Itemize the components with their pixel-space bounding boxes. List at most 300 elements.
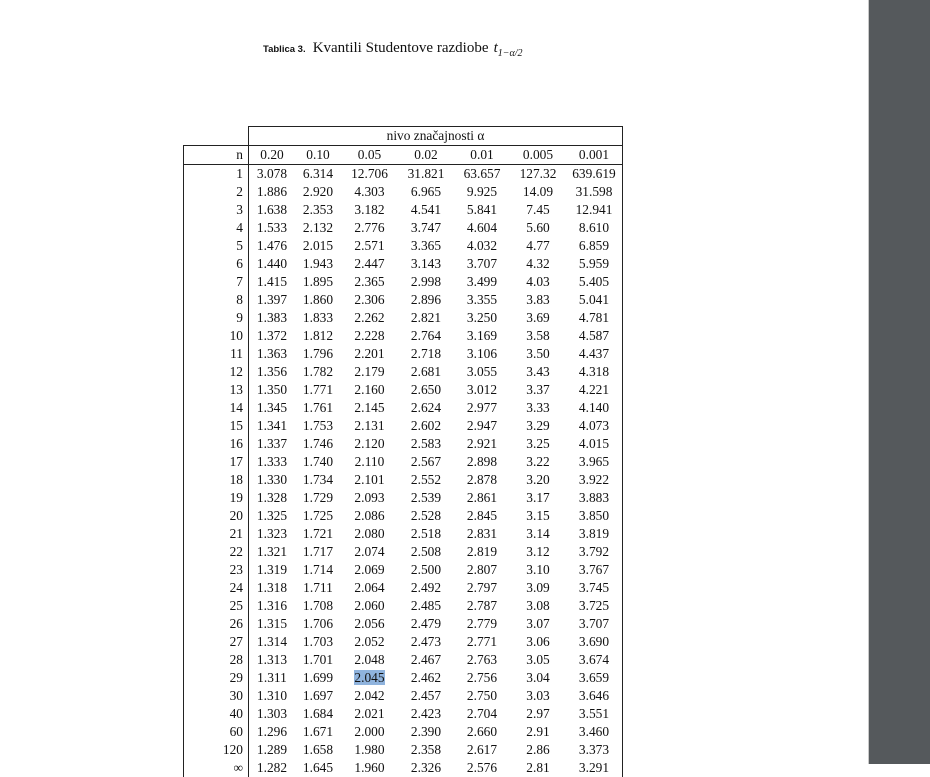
value-cell[interactable] xyxy=(454,561,510,579)
value-cell[interactable] xyxy=(510,543,566,561)
value-cell[interactable] xyxy=(566,543,623,561)
value-cell[interactable] xyxy=(454,525,510,543)
value-cell[interactable] xyxy=(295,669,341,687)
value-cell[interactable] xyxy=(510,471,566,489)
value-cell[interactable] xyxy=(341,705,398,723)
value-cell[interactable] xyxy=(341,615,398,633)
value-cell[interactable] xyxy=(398,543,454,561)
value-cell[interactable] xyxy=(510,327,566,345)
value-cell[interactable] xyxy=(510,345,566,363)
value-cell[interactable] xyxy=(454,309,510,327)
value-cell[interactable] xyxy=(510,309,566,327)
value-text: 2.977 xyxy=(467,400,497,415)
value-cell[interactable] xyxy=(398,507,454,525)
value-cell[interactable] xyxy=(249,345,296,363)
value-cell[interactable] xyxy=(454,669,510,687)
value-cell[interactable] xyxy=(295,201,341,219)
value-cell[interactable] xyxy=(295,615,341,633)
table-row xyxy=(184,273,623,291)
value-cell[interactable] xyxy=(398,453,454,471)
value-cell[interactable] xyxy=(510,651,566,669)
value-cell[interactable] xyxy=(454,615,510,633)
value-text: 4.541 xyxy=(411,202,441,217)
value-cell[interactable] xyxy=(510,291,566,309)
value-cell[interactable] xyxy=(249,633,296,651)
value-text: 2.552 xyxy=(411,472,441,487)
row-n-cell: 120 xyxy=(184,741,249,759)
value-cell[interactable] xyxy=(454,543,510,561)
value-cell[interactable] xyxy=(566,633,623,651)
value-cell[interactable] xyxy=(249,543,296,561)
value-text: 8.610 xyxy=(579,220,609,235)
value-cell[interactable] xyxy=(249,219,296,237)
value-cell[interactable] xyxy=(510,687,566,705)
value-text: 4.032 xyxy=(467,238,497,253)
value-cell[interactable] xyxy=(249,417,296,435)
value-cell[interactable] xyxy=(566,453,623,471)
value-cell[interactable] xyxy=(566,525,623,543)
row-n-cell: 29 xyxy=(184,669,249,687)
value-cell[interactable] xyxy=(249,525,296,543)
value-cell[interactable] xyxy=(295,417,341,435)
value-text: 2.947 xyxy=(467,418,497,433)
value-text: 1.703 xyxy=(303,634,333,649)
value-cell[interactable] xyxy=(295,309,341,327)
value-cell[interactable] xyxy=(295,579,341,597)
value-cell[interactable] xyxy=(510,561,566,579)
value-cell[interactable] xyxy=(295,651,341,669)
value-cell[interactable] xyxy=(341,525,398,543)
value-text: 2.132 xyxy=(303,220,333,235)
value-cell[interactable] xyxy=(341,741,398,759)
value-cell[interactable] xyxy=(510,165,566,184)
value-text: 4.015 xyxy=(579,436,609,451)
value-cell[interactable] xyxy=(341,561,398,579)
value-cell[interactable] xyxy=(341,309,398,327)
row-n-cell: 4 xyxy=(184,219,249,237)
value-cell[interactable] xyxy=(454,165,510,184)
value-text: 3.69 xyxy=(526,310,549,325)
value-cell[interactable] xyxy=(566,579,623,597)
value-cell[interactable] xyxy=(341,201,398,219)
row-n-cell: 16 xyxy=(184,435,249,453)
value-cell[interactable] xyxy=(510,201,566,219)
value-cell[interactable] xyxy=(295,291,341,309)
value-cell[interactable] xyxy=(295,489,341,507)
value-cell[interactable] xyxy=(566,417,623,435)
value-cell[interactable] xyxy=(398,435,454,453)
value-cell[interactable] xyxy=(341,219,398,237)
value-cell[interactable] xyxy=(398,579,454,597)
value-cell[interactable] xyxy=(510,633,566,651)
value-cell[interactable] xyxy=(566,237,623,255)
value-cell[interactable] xyxy=(398,615,454,633)
value-cell[interactable] xyxy=(249,489,296,507)
value-cell[interactable] xyxy=(566,759,623,777)
value-cell[interactable] xyxy=(510,273,566,291)
value-text: 3.14 xyxy=(526,526,549,541)
value-cell[interactable] xyxy=(454,291,510,309)
value-cell[interactable] xyxy=(566,507,623,525)
value-cell[interactable] xyxy=(454,579,510,597)
value-cell[interactable] xyxy=(398,651,454,669)
value-cell[interactable] xyxy=(398,363,454,381)
value-cell[interactable] xyxy=(341,417,398,435)
value-cell[interactable] xyxy=(510,615,566,633)
value-cell[interactable] xyxy=(341,651,398,669)
value-text: 1.314 xyxy=(257,634,287,649)
value-cell[interactable] xyxy=(341,183,398,201)
value-cell[interactable] xyxy=(510,579,566,597)
value-cell[interactable] xyxy=(295,273,341,291)
value-text: 1.337 xyxy=(257,436,287,451)
value-cell[interactable] xyxy=(249,723,296,741)
value-cell[interactable] xyxy=(295,741,341,759)
value-text: 1.699 xyxy=(303,670,333,685)
value-cell[interactable] xyxy=(398,417,454,435)
value-cell[interactable] xyxy=(295,363,341,381)
value-cell[interactable] xyxy=(454,741,510,759)
value-cell[interactable] xyxy=(249,507,296,525)
value-cell[interactable] xyxy=(341,687,398,705)
value-cell[interactable] xyxy=(454,327,510,345)
value-cell[interactable] xyxy=(566,273,623,291)
value-cell[interactable] xyxy=(454,705,510,723)
value-cell[interactable] xyxy=(566,651,623,669)
value-cell[interactable] xyxy=(295,345,341,363)
value-cell[interactable] xyxy=(454,273,510,291)
value-cell[interactable] xyxy=(398,561,454,579)
value-cell[interactable] xyxy=(510,705,566,723)
value-cell[interactable] xyxy=(454,687,510,705)
value-text: 2.353 xyxy=(303,202,333,217)
value-cell[interactable] xyxy=(295,561,341,579)
value-text: 2.101 xyxy=(354,472,384,487)
value-text: 3.674 xyxy=(579,652,609,667)
value-text: 2.042 xyxy=(354,688,384,703)
value-text: 2.110 xyxy=(355,454,385,469)
value-cell[interactable] xyxy=(398,471,454,489)
value-cell[interactable] xyxy=(454,363,510,381)
value-cell[interactable] xyxy=(454,597,510,615)
value-cell[interactable] xyxy=(249,183,296,201)
value-cell[interactable] xyxy=(566,687,623,705)
value-cell[interactable] xyxy=(566,723,623,741)
value-cell[interactable] xyxy=(566,669,623,687)
value-cell[interactable] xyxy=(249,363,296,381)
value-cell[interactable] xyxy=(510,741,566,759)
value-cell[interactable] xyxy=(295,165,341,184)
value-text: 2.015 xyxy=(303,238,333,253)
value-cell[interactable] xyxy=(398,705,454,723)
value-cell[interactable] xyxy=(398,525,454,543)
value-cell[interactable] xyxy=(341,327,398,345)
caption-symbol-letter: t xyxy=(494,40,498,56)
value-cell[interactable] xyxy=(249,759,296,777)
table-row xyxy=(184,201,623,219)
value-cell[interactable] xyxy=(295,633,341,651)
table-row xyxy=(184,507,623,525)
value-cell[interactable] xyxy=(249,669,296,687)
value-cell[interactable] xyxy=(249,327,296,345)
value-cell[interactable] xyxy=(454,417,510,435)
value-cell[interactable] xyxy=(398,219,454,237)
value-cell[interactable] xyxy=(341,381,398,399)
value-cell[interactable] xyxy=(454,237,510,255)
value-cell[interactable] xyxy=(341,543,398,561)
value-cell[interactable] xyxy=(510,417,566,435)
value-cell[interactable] xyxy=(566,435,623,453)
value-cell[interactable] xyxy=(510,219,566,237)
caption-label: Tablica 3. xyxy=(263,44,306,55)
value-cell[interactable] xyxy=(566,309,623,327)
value-cell[interactable] xyxy=(510,255,566,273)
value-cell[interactable] xyxy=(454,219,510,237)
value-text: 3.965 xyxy=(579,454,609,469)
value-cell[interactable] xyxy=(249,201,296,219)
value-cell[interactable] xyxy=(398,759,454,777)
value-cell[interactable] xyxy=(566,363,623,381)
value-cell[interactable] xyxy=(454,489,510,507)
value-text: 127.32 xyxy=(520,166,557,181)
value-cell[interactable] xyxy=(454,201,510,219)
value-cell[interactable] xyxy=(398,237,454,255)
value-cell[interactable] xyxy=(566,561,623,579)
value-cell[interactable] xyxy=(295,471,341,489)
value-cell[interactable] xyxy=(454,399,510,417)
value-cell[interactable] xyxy=(341,255,398,273)
value-cell[interactable] xyxy=(398,201,454,219)
value-text: 2.998 xyxy=(411,274,441,289)
value-cell[interactable] xyxy=(249,165,296,184)
value-cell[interactable] xyxy=(249,237,296,255)
value-text: 1.796 xyxy=(303,346,333,361)
value-cell[interactable] xyxy=(249,741,296,759)
value-cell[interactable] xyxy=(249,381,296,399)
value-cell[interactable] xyxy=(295,255,341,273)
row-n-cell: 30 xyxy=(184,687,249,705)
value-cell[interactable] xyxy=(249,309,296,327)
value-text: 5.959 xyxy=(579,256,609,271)
value-cell[interactable] xyxy=(341,669,398,687)
value-cell[interactable] xyxy=(398,183,454,201)
value-cell[interactable] xyxy=(454,651,510,669)
value-cell[interactable] xyxy=(341,597,398,615)
value-cell[interactable] xyxy=(341,345,398,363)
value-cell[interactable] xyxy=(510,453,566,471)
value-cell[interactable] xyxy=(398,741,454,759)
value-cell[interactable] xyxy=(295,435,341,453)
table-row xyxy=(184,417,623,435)
value-cell[interactable] xyxy=(295,705,341,723)
value-cell[interactable] xyxy=(398,273,454,291)
value-cell[interactable] xyxy=(249,471,296,489)
value-text: 1.671 xyxy=(303,724,333,739)
value-cell[interactable] xyxy=(454,345,510,363)
value-cell[interactable] xyxy=(454,381,510,399)
value-cell[interactable] xyxy=(398,723,454,741)
value-cell[interactable] xyxy=(295,183,341,201)
value-cell[interactable] xyxy=(510,237,566,255)
value-cell[interactable] xyxy=(249,705,296,723)
value-cell[interactable] xyxy=(398,255,454,273)
value-cell[interactable] xyxy=(566,741,623,759)
value-cell[interactable] xyxy=(454,183,510,201)
value-cell[interactable] xyxy=(295,453,341,471)
value-text: 9.925 xyxy=(467,184,497,199)
value-cell[interactable] xyxy=(341,273,398,291)
value-cell[interactable] xyxy=(398,669,454,687)
value-text: 1.771 xyxy=(303,382,333,397)
value-text: 3.819 xyxy=(579,526,609,541)
value-cell[interactable] xyxy=(249,597,296,615)
value-cell[interactable] xyxy=(566,201,623,219)
value-cell[interactable] xyxy=(249,579,296,597)
value-cell[interactable] xyxy=(295,597,341,615)
value-cell[interactable] xyxy=(341,579,398,597)
value-cell[interactable] xyxy=(566,291,623,309)
value-text: 1.315 xyxy=(257,616,287,631)
value-cell[interactable] xyxy=(295,687,341,705)
value-cell[interactable] xyxy=(249,291,296,309)
value-cell[interactable] xyxy=(249,687,296,705)
value-text: 3.499 xyxy=(467,274,497,289)
value-cell[interactable] xyxy=(454,759,510,777)
value-cell[interactable] xyxy=(454,255,510,273)
value-cell[interactable] xyxy=(566,399,623,417)
value-cell[interactable] xyxy=(566,345,623,363)
value-cell[interactable] xyxy=(566,471,623,489)
row-n-cell: 5 xyxy=(184,237,249,255)
value-cell[interactable] xyxy=(566,255,623,273)
value-cell[interactable] xyxy=(566,705,623,723)
value-cell[interactable] xyxy=(341,489,398,507)
value-text: 12.941 xyxy=(576,202,613,217)
value-cell[interactable] xyxy=(341,165,398,184)
value-cell[interactable] xyxy=(295,525,341,543)
value-cell[interactable] xyxy=(510,759,566,777)
value-cell[interactable] xyxy=(295,759,341,777)
value-cell[interactable] xyxy=(566,597,623,615)
value-cell[interactable] xyxy=(249,453,296,471)
value-cell[interactable] xyxy=(566,183,623,201)
value-cell[interactable] xyxy=(249,273,296,291)
value-text: 1.711 xyxy=(303,580,333,595)
value-cell[interactable] xyxy=(398,633,454,651)
table-row xyxy=(184,597,623,615)
value-text: 6.965 xyxy=(411,184,441,199)
value-cell[interactable] xyxy=(510,435,566,453)
value-cell[interactable] xyxy=(398,327,454,345)
value-text: 1.372 xyxy=(257,328,287,343)
table-caption xyxy=(263,37,523,59)
value-cell[interactable] xyxy=(510,381,566,399)
value-cell[interactable] xyxy=(454,507,510,525)
value-cell[interactable] xyxy=(398,309,454,327)
value-cell[interactable] xyxy=(249,561,296,579)
value-cell[interactable] xyxy=(295,381,341,399)
value-cell[interactable] xyxy=(510,669,566,687)
value-cell[interactable] xyxy=(295,543,341,561)
value-cell[interactable] xyxy=(341,633,398,651)
value-cell[interactable] xyxy=(398,345,454,363)
value-cell[interactable] xyxy=(249,651,296,669)
table-row xyxy=(184,633,623,651)
value-text: 2.365 xyxy=(354,274,384,289)
value-cell[interactable] xyxy=(454,723,510,741)
value-text: 1.729 xyxy=(303,490,333,505)
value-cell[interactable] xyxy=(566,615,623,633)
value-cell[interactable] xyxy=(510,183,566,201)
value-cell[interactable] xyxy=(249,435,296,453)
value-cell[interactable] xyxy=(295,723,341,741)
value-cell[interactable] xyxy=(249,615,296,633)
value-cell[interactable] xyxy=(566,327,623,345)
value-text: 2.528 xyxy=(411,508,441,523)
value-cell[interactable] xyxy=(341,471,398,489)
value-cell[interactable] xyxy=(510,363,566,381)
value-text: 2.539 xyxy=(411,490,441,505)
value-cell[interactable] xyxy=(341,399,398,417)
value-cell[interactable] xyxy=(398,597,454,615)
value-text: 3.551 xyxy=(579,706,609,721)
value-cell[interactable] xyxy=(566,165,623,184)
value-cell[interactable] xyxy=(510,507,566,525)
value-cell[interactable] xyxy=(454,471,510,489)
value-cell[interactable] xyxy=(510,597,566,615)
value-cell[interactable] xyxy=(341,723,398,741)
value-cell[interactable] xyxy=(341,759,398,777)
value-cell[interactable] xyxy=(566,219,623,237)
value-text: 2.819 xyxy=(467,544,497,559)
value-cell[interactable] xyxy=(398,291,454,309)
value-cell[interactable] xyxy=(398,165,454,184)
value-cell[interactable] xyxy=(249,255,296,273)
value-cell[interactable] xyxy=(295,399,341,417)
value-cell[interactable] xyxy=(249,399,296,417)
value-cell[interactable] xyxy=(398,399,454,417)
value-cell[interactable] xyxy=(341,291,398,309)
value-cell[interactable] xyxy=(454,453,510,471)
value-cell[interactable] xyxy=(341,435,398,453)
value-cell[interactable] xyxy=(454,435,510,453)
value-text: 3.12 xyxy=(526,544,549,559)
value-cell[interactable] xyxy=(510,399,566,417)
value-cell[interactable] xyxy=(510,525,566,543)
value-cell[interactable] xyxy=(295,327,341,345)
value-cell[interactable] xyxy=(510,723,566,741)
value-cell[interactable] xyxy=(341,507,398,525)
column-header-row xyxy=(184,146,623,165)
value-cell[interactable] xyxy=(454,633,510,651)
value-text: 2.447 xyxy=(354,256,384,271)
value-cell[interactable] xyxy=(295,237,341,255)
value-text: 3.20 xyxy=(526,472,549,487)
value-text: 2.457 xyxy=(411,688,441,703)
value-cell[interactable] xyxy=(398,381,454,399)
value-cell[interactable] xyxy=(566,381,623,399)
value-cell[interactable] xyxy=(341,363,398,381)
value-cell[interactable] xyxy=(510,489,566,507)
value-cell[interactable] xyxy=(341,453,398,471)
value-cell[interactable] xyxy=(398,687,454,705)
value-cell[interactable] xyxy=(341,237,398,255)
value-cell[interactable] xyxy=(398,489,454,507)
value-text: 1.310 xyxy=(257,688,287,703)
value-cell[interactable] xyxy=(566,489,623,507)
value-cell[interactable] xyxy=(295,507,341,525)
value-cell[interactable] xyxy=(295,219,341,237)
